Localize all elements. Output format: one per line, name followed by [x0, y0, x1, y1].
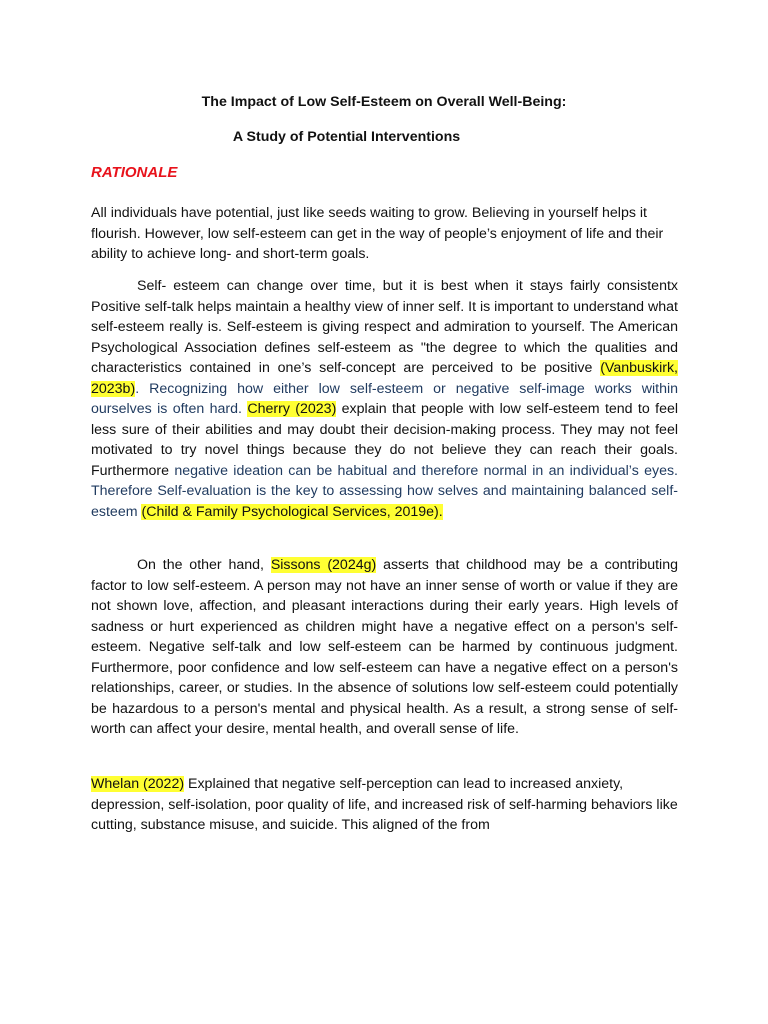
citation-vanbuskirk: (Vanbuskirk, 2023b) [91, 360, 678, 397]
citation-sissons: Sissons (2024g) [270, 557, 377, 573]
paragraph-3-text-1: On the other hand, [137, 557, 271, 573]
paragraph-3-text-2: asserts that childhood may be a contributing factor to low self-esteem. A person may not have an inner sense of worth or value if they are not shown love, affection, and pleasant interactions during their early years. High levels of sadness or hurt experienced as children might have a negative effect on a person's self-esteem. Negative self-talk and low self-esteem can be harmed by continuous judgment. Furthermore, poor confidence and low self-esteem can have a negative effect on a person's relationships, career, or studies. In the absence of solutions low self-esteem could potentially be hazardous to a person's mental and physical health. As a result, a strong sense of self-worth can affect your desire, mental health, and overall sense of life. [91, 557, 678, 737]
section-heading-rationale: RATIONALE [91, 164, 178, 181]
paragraph-4-text-1: Explained that negative self-perception can lead to increased anxiety, depression, self-isolation, poor quality of life, and increased risk of self-harming behaviors like cutting, substance misuse, and suicide. This aligned of the from [91, 776, 678, 833]
paragraph-2-text-4: negative ideation can be habitual and therefore normal in an individual’s eyes. Therefore Self-evaluation is the key to assessing how selves and maintaining balanced self-esteem [91, 462, 679, 520]
document-title-line-1: The Impact of Low Self-Esteem on Overall Well-Being: [201, 94, 567, 110]
paragraph-2-text-2: . Recognizing how either low self-esteem or negative self-image works within ourselves is often hard. [91, 380, 678, 417]
paragraph-3 [91, 555, 678, 740]
paragraph-1: All individuals have potential, just like seeds waiting to grow. Believing in yourself helps it flourish. However, low self-esteem can get in the way of people’s enjoyment of life and their ability to achieve long- and short-term goals. [91, 205, 664, 262]
citation-whelan: Whelan (2022) [91, 776, 185, 792]
citation-cherry: Cherry (2023) [247, 401, 337, 417]
document-title-line-2: A Study of Potential Interventions [232, 129, 461, 145]
paragraph-2 [91, 276, 678, 522]
paragraph-2-text-1: Self- esteem can change over time, but it is best when it stays fairly consistentx Positive self-talk helps maintain a healthy view of inner self. It is important to understand what self-esteem really is. Self-esteem is giving respect and admiration to yourself. The American Psychological Association defines self-esteem as "the degree to which the qualities and characteristics contained in one’s self-concept are perceived to be positive [91, 278, 678, 376]
citation-child-family: (Child & Family Psychological Services, 2019e). [141, 503, 443, 520]
paragraph-2-text-3: explain that people with low self-esteem tend to feel less sure of their abilities and may doubt their decision-making process. They may not feel motivated to try novel things because they do not believe they can reach their goals. Furthermore [91, 401, 679, 479]
paragraph-4 [91, 774, 678, 836]
